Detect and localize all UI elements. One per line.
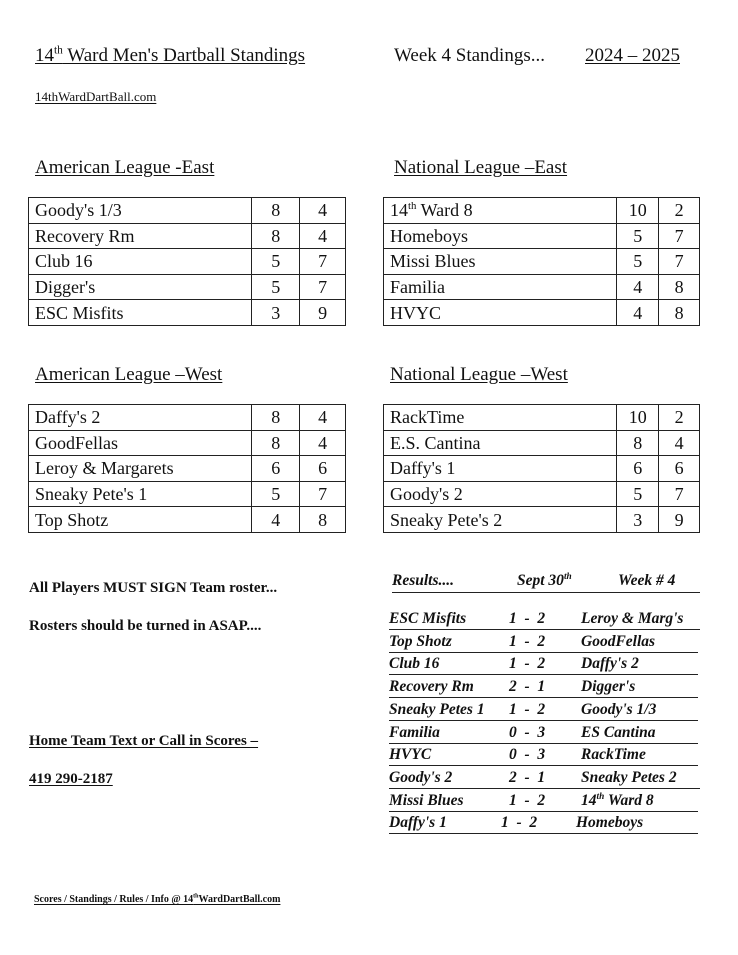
score: 2 - 1 [509,768,546,786]
team-name: Recovery Rm [29,223,252,249]
team-name: Club 16 [29,249,252,275]
score: 0 - 3 [509,723,546,741]
wins: 5 [252,249,300,275]
standings-row [29,430,346,456]
losses: 7 [300,249,346,275]
result-row [389,813,698,834]
al-west-table [28,404,346,533]
standings-row [29,481,346,507]
standings-row [29,274,346,300]
wins: 4 [617,274,659,300]
al-west-title: American League –West [35,364,223,385]
losses: 8 [659,300,700,326]
sign-roster-note: All Players MUST SIGN Team roster... [29,580,278,596]
score: 1 - 2 [509,700,546,718]
wins: 6 [617,456,659,482]
al-east-table [28,197,346,326]
result-row [389,654,698,675]
home-team: Missi Blues [389,791,464,809]
score: 1 - 2 [509,632,546,650]
losses: 6 [659,456,700,482]
wins: 10 [617,405,659,431]
score: 1 - 2 [509,791,546,809]
results-header [392,572,700,593]
away-team: Leroy & Marg's [581,610,684,627]
home-team: Recovery Rm [389,678,474,696]
score: 2 - 1 [509,678,546,696]
losses: 7 [300,481,346,507]
home-team: Club 16 [389,655,440,673]
wins: 5 [617,249,659,275]
standings-row [29,300,346,326]
standings-row [29,405,346,431]
losses: 7 [659,481,700,507]
result-row [389,609,700,630]
week-label: Week 4 Standings... [394,45,545,66]
standings-row [384,456,700,482]
team-name: ESC Misfits [29,300,252,326]
away-team: Homeboys [576,814,644,832]
team-name: Digger's [29,274,252,300]
losses: 7 [659,223,700,249]
home-team: Familia [389,723,440,741]
losses: 4 [300,430,346,456]
team-name: Daffy's 2 [29,405,252,431]
wins: 8 [252,198,300,224]
standings-row [29,249,346,275]
losses: 8 [659,274,700,300]
team-name: Top Shotz [29,507,252,533]
away-team: Sneaky Petes 2 [581,768,677,786]
team-name: E.S. Cantina [384,430,617,456]
result-row [389,700,698,721]
team-name: Goody's 2 [384,481,617,507]
team-name: 14th Ward 8 [384,198,617,224]
away-team: GoodFellas [581,632,656,650]
standings-row [384,405,700,431]
losses: 2 [659,198,700,224]
standings-row [29,507,346,533]
standings-row [384,300,700,326]
standings-row [29,456,346,482]
losses: 4 [300,198,346,224]
losses: 6 [300,456,346,482]
team-name: Sneaky Pete's 1 [29,481,252,507]
team-name: Familia [384,274,617,300]
losses: 9 [659,507,700,533]
away-team: Goody's 1/3 [581,700,657,718]
nl-east-table [383,197,700,326]
website-link[interactable]: 14thWardDartBall.com [35,89,157,104]
standings-row [384,274,700,300]
losses: 7 [659,249,700,275]
nl-west-title: National League –West [390,364,568,385]
nl-west-table [383,404,700,533]
home-team: Daffy's 1 [389,814,447,832]
losses: 4 [300,223,346,249]
wins: 8 [252,430,300,456]
results-week: Week # 4 [618,572,676,589]
home-team: HVYC [389,746,432,764]
score: 0 - 3 [509,746,546,764]
standings-row [384,223,700,249]
home-team: ESC Misfits [389,610,467,627]
wins: 3 [617,507,659,533]
away-team: Daffy's 2 [581,655,639,673]
season-label: 2024 – 2025 [585,45,680,66]
wins: 10 [617,198,659,224]
score: 1 - 2 [509,610,546,627]
losses: 2 [659,405,700,431]
team-name: Missi Blues [384,249,617,275]
away-team: Digger's [581,678,636,696]
away-team: ES Cantina [581,723,656,741]
score: 1 - 2 [509,655,546,673]
result-row [389,677,698,698]
wins: 4 [252,507,300,533]
results-date: Sept 30th [517,571,572,589]
result-row [389,723,698,744]
wins: 8 [617,430,659,456]
standings-row [384,249,700,275]
losses: 8 [300,507,346,533]
team-name: Sneaky Pete's 2 [384,507,617,533]
wins: 8 [252,223,300,249]
home-team: Goody's 2 [389,768,453,786]
phone-number[interactable]: 419 290-2187 [29,771,113,787]
results-label: Results.... [392,572,455,589]
losses: 4 [659,430,700,456]
wins: 3 [252,300,300,326]
rosters-note: Rosters should be turned in ASAP.... [29,618,262,634]
away-team: RackTime [581,746,646,764]
away-team: 14th Ward 8 [581,791,654,809]
standings-row [384,198,700,224]
standings-row [384,507,700,533]
page-title: 14th Ward Men's Dartball Standings [35,44,306,66]
home-team: Top Shotz [389,632,452,650]
losses: 9 [300,300,346,326]
nl-east-title: National League –East [394,157,568,178]
wins: 5 [617,481,659,507]
wins: 5 [252,274,300,300]
wins: 5 [252,481,300,507]
result-row [389,768,700,789]
team-name: HVYC [384,300,617,326]
result-row [389,632,698,653]
losses: 7 [300,274,346,300]
wins: 6 [252,456,300,482]
team-name: Homeboys [384,223,617,249]
team-name: Goody's 1/3 [29,198,252,224]
result-row [389,791,698,812]
standings-row [384,430,700,456]
al-east-title: American League -East [35,157,215,178]
standings-row [29,223,346,249]
standings-row [29,198,346,224]
wins: 8 [252,405,300,431]
team-name: Daffy's 1 [384,456,617,482]
score: 1 - 2 [501,814,538,832]
losses: 4 [300,405,346,431]
standings-row [384,481,700,507]
wins: 4 [617,300,659,326]
result-row [389,745,698,766]
team-name: GoodFellas [29,430,252,456]
wins: 5 [617,223,659,249]
team-name: Leroy & Margarets [29,456,252,482]
team-name: RackTime [384,405,617,431]
footer-info: Scores / Standings / Rules / Info @ 14thWardDartBall.com [34,893,281,905]
home-team: Sneaky Petes 1 [389,700,485,718]
home-team-note: Home Team Text or Call in Scores – [29,733,259,749]
